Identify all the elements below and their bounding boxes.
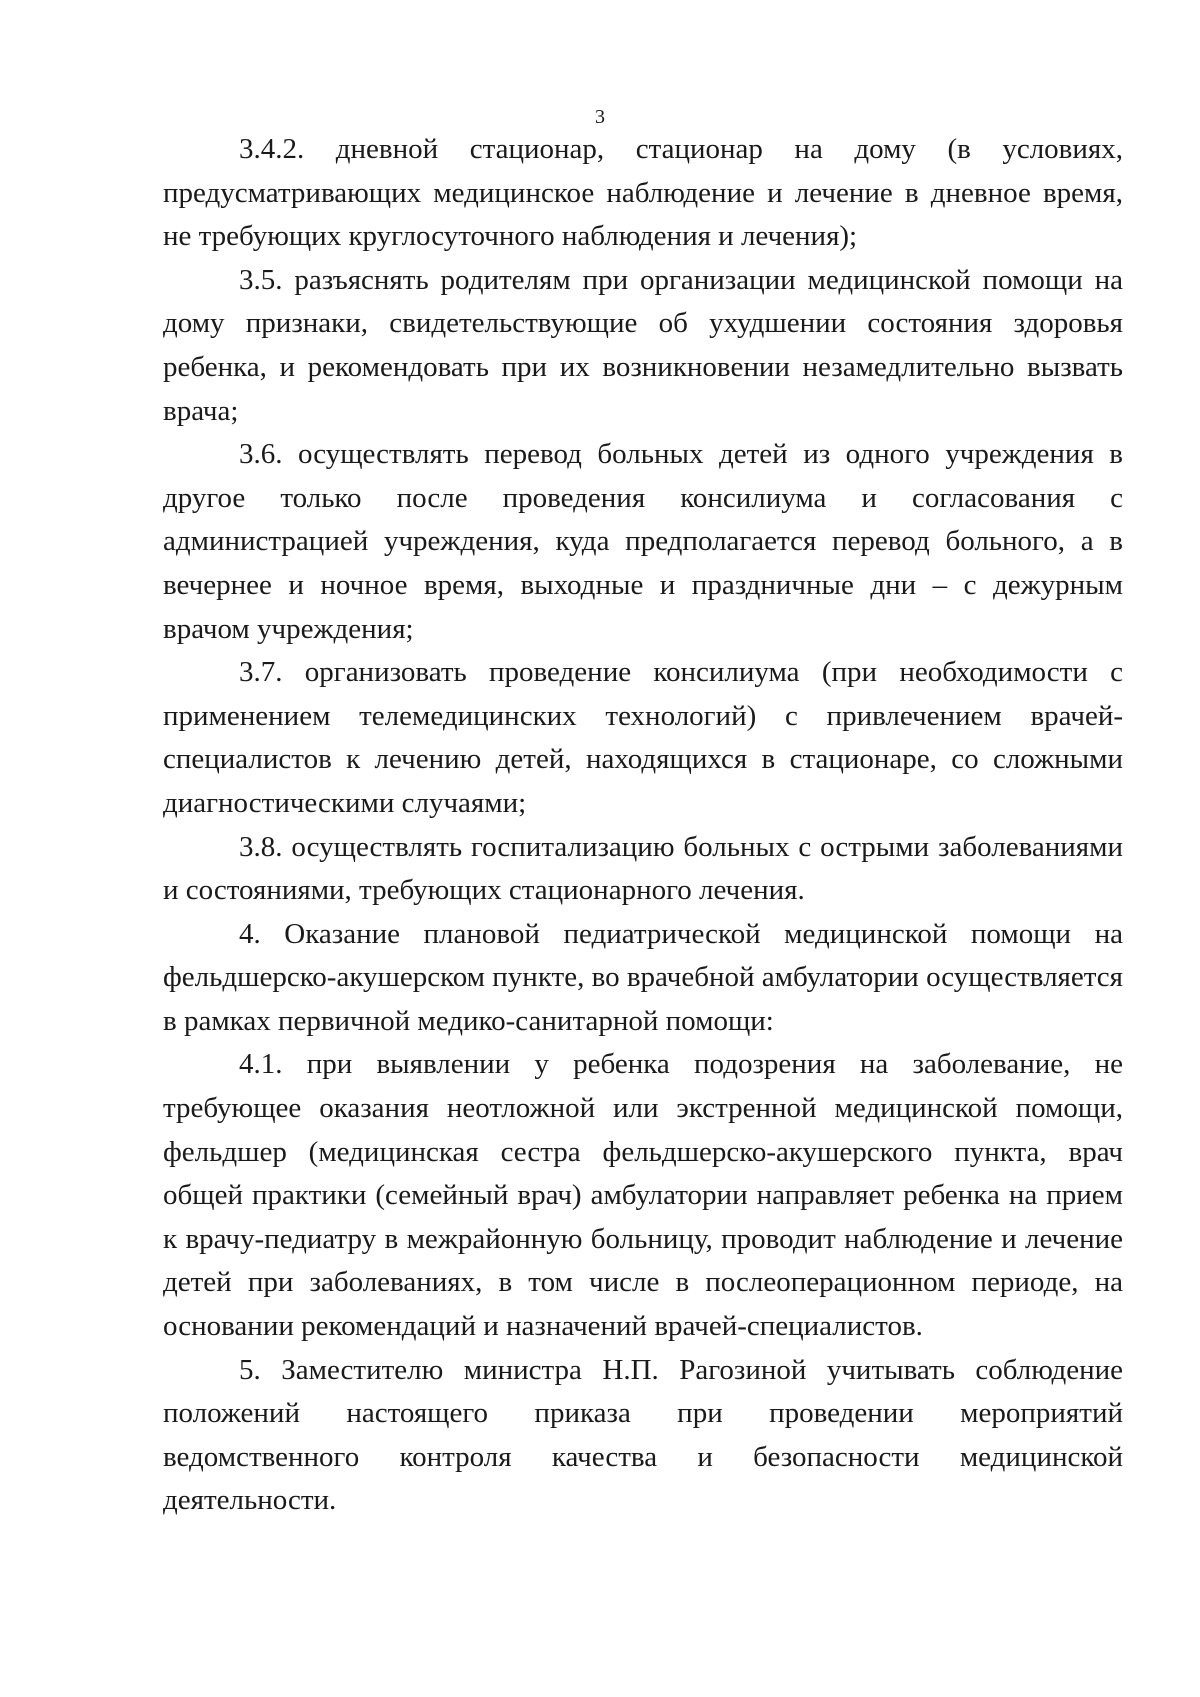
paragraph-3-6: 3.6. осуществлять перевод больных детей из одного учреждения в другое только после проведения консилиума и согласования с администрацией учреждения, куда предполагается перевод больного, а в вечернее и ночное время, выходные и праздничные дни – с дежурным врачом учреждения; bbox=[163, 438, 1123, 645]
paragraph-3-4-2: 3.4.2. дневной стационар, стационар на дому (в условиях, предусматривающих медицинское наблюдение и лечение в дневное время, не требующих круглосуточного наблюдения и лечения); bbox=[163, 133, 1123, 253]
paragraph-5: 5. Заместителю министра Н.П. Рагозиной учитывать соблюдение положений настоящего приказа при проведении мероприятий ведомственного контроля качества и безопасности медицинской деятельности. bbox=[163, 1353, 1123, 1517]
paragraph-3-7: 3.7. организовать проведение консилиума (при необходимости с применением телемедицинских технологий) с привлечением врачей-специалистов к лечению детей, находящихся в стационаре, со сложными диагностическими случаями; bbox=[163, 656, 1123, 819]
paragraph-4-1: 4.1. при выявлении у ребенка подозрения на заболевание, не требующее оказания неотложной или экстренной медицинской помощи, фельдшер (медицинская сестра фельдшерско-акушерского пункта, врач общей практики (семейный врач) амбулатории направляет ребенка на прием к врачу-педиатру в межрайонную больницу, проводит наблюдение и лечение детей при заболеваниях, в том числе в послеоперационном периоде, на основании рекомендаций и назначений врачей-специалистов. bbox=[163, 1048, 1123, 1343]
paragraph-3-8: 3.8. осуществлять госпитализацию больных с острыми заболеваниями и состояниями, требующих стационарного лечения. bbox=[163, 830, 1123, 907]
paragraph-3-5: 3.5. разъяснять родителям при организации медицинской помощи на дому признаки, свидетельствующие об ухудшении состояния здоровья ребенка, и рекомендовать при их возникновении незамедлительно вызвать врача; bbox=[163, 263, 1123, 427]
page-number: 3 bbox=[595, 106, 605, 128]
document-body bbox=[163, 128, 1123, 1523]
paragraph-4: 4. Оказание плановой педиатрической медицинской помощи на фельдшерско-акушерском пункте, во врачебной амбулатории осуществляется в рамках первичной медико-санитарной помощи: bbox=[163, 917, 1123, 1037]
